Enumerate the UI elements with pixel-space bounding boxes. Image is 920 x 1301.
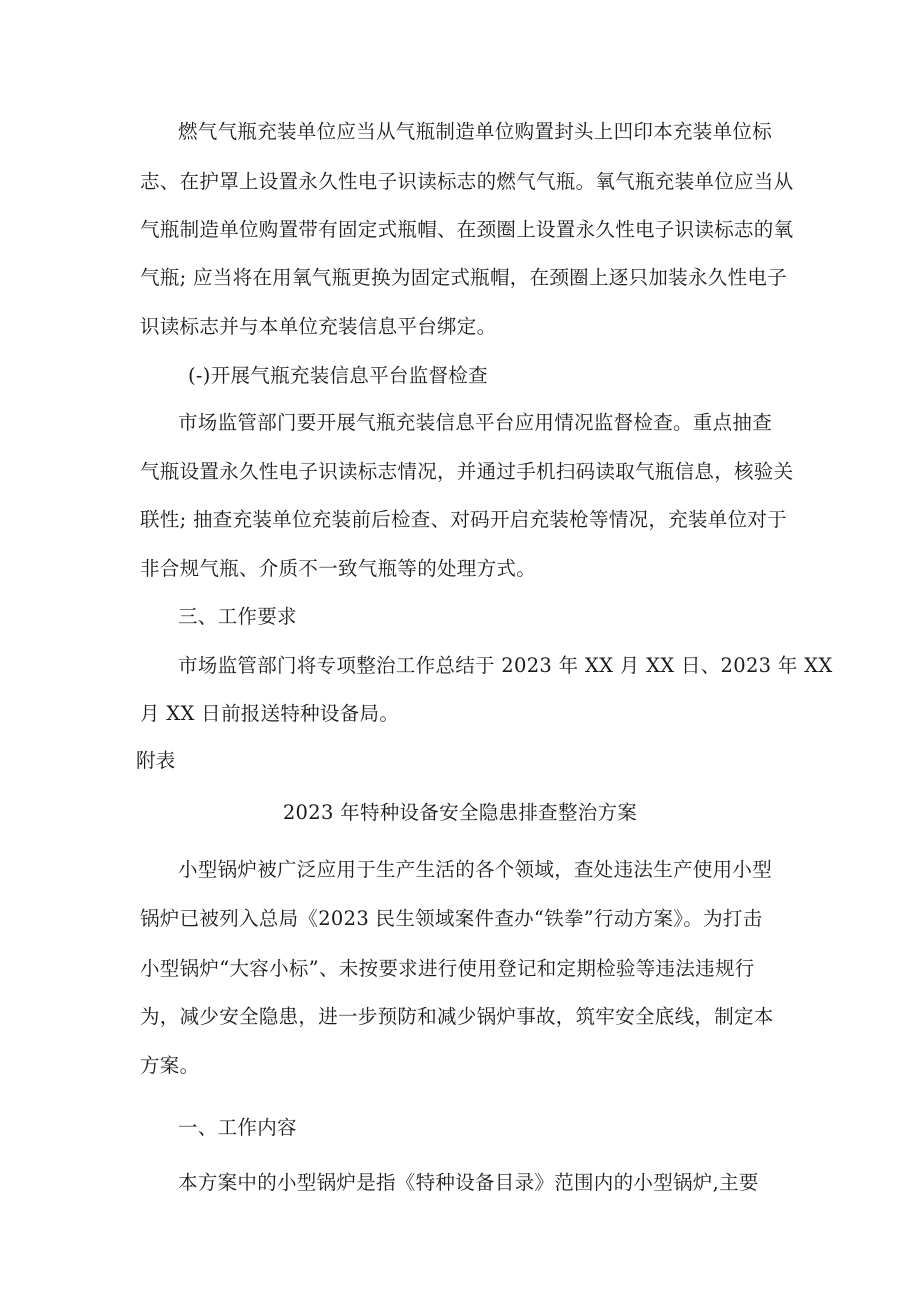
- heading-work-content: 一、工作内容: [178, 1116, 297, 1139]
- work-content-paragraph-line: 本方案中的小型锅炉是指《特种设备目录》范围内的小型锅炉,主要: [178, 1171, 759, 1194]
- intro-paragraph-line: 燃气气瓶充装单位应当从气瓶制造单位购置封头上凹印本充装单位标: [178, 120, 773, 143]
- requirements-paragraph-line: 月 XX 日前报送特种设备局。: [140, 702, 400, 725]
- plan-title: 2023 年特种设备安全隐患排查整治方案: [282, 801, 638, 824]
- plan-intro-paragraph-line: 为，减少安全隐患，进一步预防和减少锅炉事故，筑牢安全底线，制定本: [140, 1005, 774, 1028]
- appendix-label: 附表: [136, 749, 176, 772]
- intro-paragraph-line: 识读标志并与本单位充装信息平台绑定。: [140, 315, 497, 338]
- plan-intro-paragraph-line: 小型锅炉被广泛应用于生产生活的各个领域，查处违法生产使用小型: [178, 858, 773, 881]
- subheading-inspection: (-)开展气瓶充装信息平台监督检查: [188, 364, 488, 387]
- inspection-paragraph-line: 联性; 抽查充装单位充装前后检查、对码开启充装枪等情况，充装单位对于: [140, 508, 787, 531]
- plan-intro-paragraph-line: 小型锅炉“大容小标”、未按要求进行使用登记和定期检验等违法违规行: [140, 957, 755, 980]
- inspection-paragraph-line: 气瓶设置永久性电子识读标志情况，并通过手机扫码读取气瓶信息，核验关: [140, 460, 794, 483]
- inspection-paragraph-line: 非合规气瓶、介质不一致气瓶等的处理方式。: [140, 557, 537, 580]
- intro-paragraph-line: 气瓶; 应当将在用氧气瓶更换为固定式瓶帽，在颈圈上逐只加装永久性电子: [140, 266, 787, 289]
- heading-requirements: 三、工作要求: [178, 605, 297, 628]
- intro-paragraph-line: 气瓶制造单位购置带有固定式瓶帽、在颈圈上设置永久性电子识读标志的氧: [140, 218, 794, 241]
- intro-paragraph-line: 志、在护罩上设置永久性电子识读标志的燃气气瓶。氧气瓶充装单位应当从: [140, 170, 794, 193]
- inspection-paragraph-line: 市场监管部门要开展气瓶充装信息平台应用情况监督检查。重点抽查: [178, 411, 773, 434]
- plan-intro-paragraph-line: 方案。: [140, 1054, 200, 1077]
- requirements-paragraph-line: 市场监管部门将专项整治工作总结于 2023 年 XX 月 XX 日、2023 年 XX: [178, 654, 833, 677]
- plan-intro-paragraph-line: 锅炉已被列入总局《2023 民生领域案件查办“铁拳”行动方案》。为打击: [140, 907, 763, 930]
